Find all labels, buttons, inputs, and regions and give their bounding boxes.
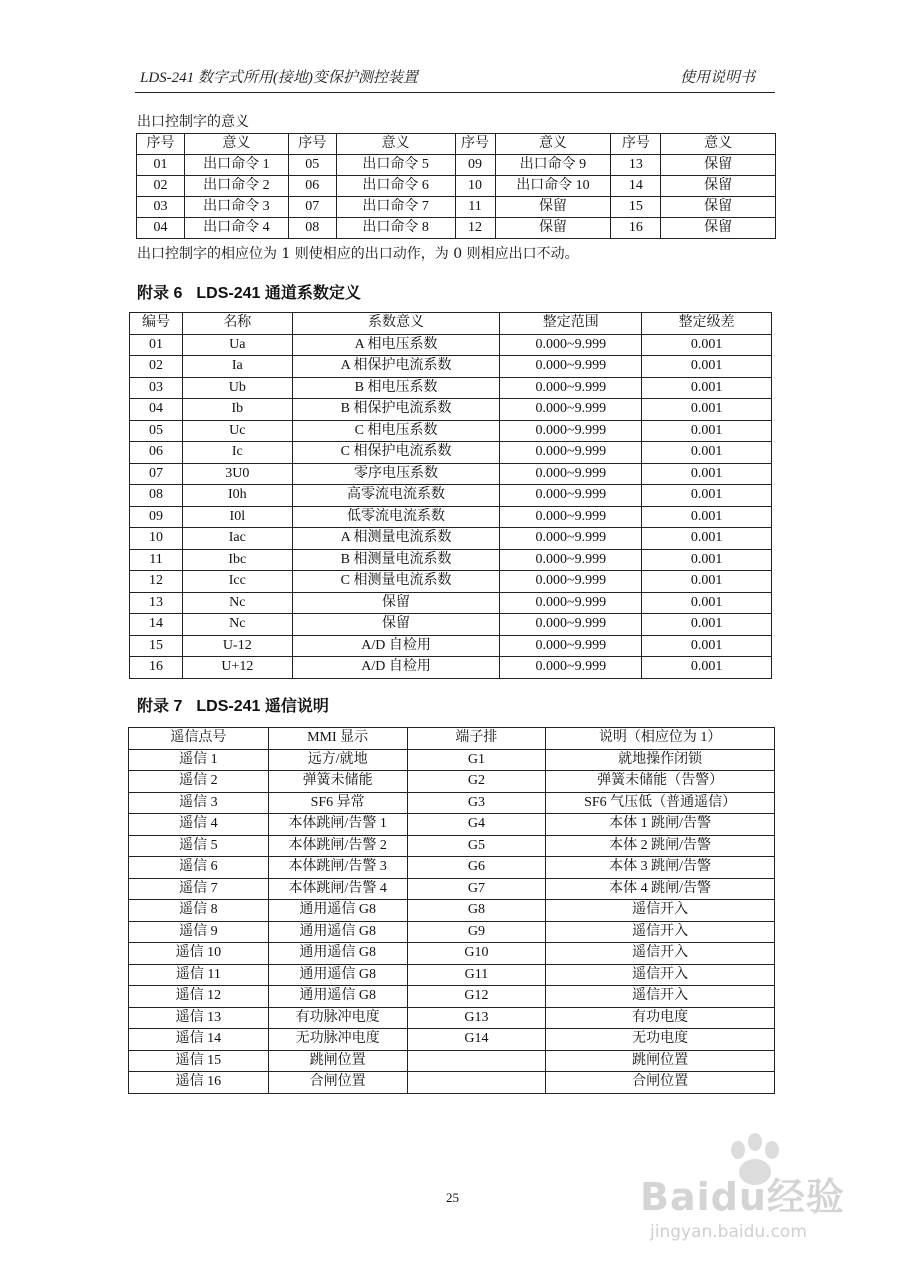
table-cell: 03: [130, 377, 183, 399]
table-cell: 遥信开入: [546, 921, 775, 943]
table-cell: Ub: [182, 377, 292, 399]
table-cell: 遥信开入: [546, 900, 775, 922]
table-cell: 0.000~9.999: [500, 399, 642, 421]
table-cell: 0.001: [642, 399, 772, 421]
table-cell: 15: [130, 635, 183, 657]
table-cell: 通用遥信 G8: [268, 921, 407, 943]
exit-control-body: [137, 155, 776, 239]
table-cell: 3U0: [182, 463, 292, 485]
table-cell: 15: [611, 197, 661, 218]
table-cell: 0.000~9.999: [500, 614, 642, 636]
table-cell: 遥信 13: [129, 1007, 269, 1029]
table-cell: C 相测量电流系数: [292, 571, 500, 593]
table-cell: 12: [130, 571, 183, 593]
table-cell: 合闸位置: [546, 1072, 775, 1094]
table-cell: 出口命令 10: [495, 176, 611, 197]
table-cell: Ua: [182, 334, 292, 356]
table-cell: 04: [137, 218, 185, 239]
table-row: [130, 635, 772, 657]
table-cell: 14: [611, 176, 661, 197]
table-cell: B 相电压系数: [292, 377, 500, 399]
appendix7-heading: [137, 693, 329, 716]
table-cell: 遥信 7: [129, 878, 269, 900]
table-cell: 遥信 1: [129, 749, 269, 771]
table-cell: 11: [130, 549, 183, 571]
table-row: [129, 771, 775, 793]
channel-body: [130, 334, 772, 678]
column-header: 系数意义: [292, 313, 500, 335]
table-cell: 遥信 5: [129, 835, 269, 857]
table-cell: 本体 4 跳闸/告警: [546, 878, 775, 900]
table-cell: 0.000~9.999: [500, 377, 642, 399]
table-cell: 无功电度: [546, 1029, 775, 1051]
table-cell: 0.001: [642, 485, 772, 507]
table-cell: G7: [407, 878, 546, 900]
table-row: [130, 334, 772, 356]
table-cell: I0l: [182, 506, 292, 528]
table-cell: C 相保护电流系数: [292, 442, 500, 464]
table-row: [130, 571, 772, 593]
watermark-url: jingyan.baidu.com: [650, 1222, 807, 1242]
column-header: 意义: [661, 134, 776, 155]
table-row: [137, 176, 776, 197]
table-row: [130, 485, 772, 507]
table-cell: 0.001: [642, 614, 772, 636]
table-row: [130, 399, 772, 421]
column-header: 意义: [336, 134, 455, 155]
table-cell: 遥信 12: [129, 986, 269, 1008]
table-cell: 0.001: [642, 334, 772, 356]
table-cell: 01: [137, 155, 185, 176]
table-cell: Uc: [182, 420, 292, 442]
appendix6-label: 附录 6: [137, 285, 183, 302]
table-cell: 低零流电流系数: [292, 506, 500, 528]
table-cell: 0.000~9.999: [500, 549, 642, 571]
column-header: 整定级差: [642, 313, 772, 335]
table-cell: 保留: [661, 197, 776, 218]
table-cell: 遥信 4: [129, 814, 269, 836]
table-row: [130, 657, 772, 679]
table-cell: 遥信 11: [129, 964, 269, 986]
channel-header-row: [130, 313, 772, 335]
channel-coefficient-table: [129, 312, 772, 679]
table-cell: G12: [407, 986, 546, 1008]
table-cell: 遥信开入: [546, 986, 775, 1008]
table-cell: 0.000~9.999: [500, 635, 642, 657]
table-cell: Ic: [182, 442, 292, 464]
table-cell: 06: [130, 442, 183, 464]
table-cell: 出口命令 8: [336, 218, 455, 239]
table-row: [130, 506, 772, 528]
table-cell: G3: [407, 792, 546, 814]
table-cell: G2: [407, 771, 546, 793]
table-cell: 04: [130, 399, 183, 421]
table-row: [137, 197, 776, 218]
table-cell: 05: [130, 420, 183, 442]
table-cell: 06: [288, 176, 336, 197]
table-row: [129, 878, 775, 900]
exit-control-note: 出口控制字的相应位为 1 则使相应的出口动作，为 0 则相应出口不动。: [137, 246, 579, 262]
table-cell: 0.000~9.999: [500, 334, 642, 356]
table-cell: 保留: [495, 218, 611, 239]
table-cell: 通用遥信 G8: [268, 943, 407, 965]
table-cell: 02: [130, 356, 183, 378]
table-row: [129, 943, 775, 965]
table-row: [130, 614, 772, 636]
table-cell: 0.001: [642, 463, 772, 485]
table-row: [129, 900, 775, 922]
table-cell: 遥信 6: [129, 857, 269, 879]
table-cell: 05: [288, 155, 336, 176]
table-cell: G9: [407, 921, 546, 943]
table-cell: 跳闸位置: [546, 1050, 775, 1072]
remote-signal-table: [128, 727, 775, 1094]
appendix6-heading: [137, 280, 361, 303]
table-row: [129, 749, 775, 771]
table-cell: 合闸位置: [268, 1072, 407, 1094]
table-cell: 出口命令 4: [184, 218, 288, 239]
exit-control-caption: 出口控制字的意义: [137, 114, 249, 130]
table-cell: Iac: [182, 528, 292, 550]
table-cell: G5: [407, 835, 546, 857]
table-cell: 16: [611, 218, 661, 239]
table-cell: [407, 1050, 546, 1072]
column-header: 序号: [455, 134, 495, 155]
table-cell: 0.001: [642, 377, 772, 399]
table-row: [129, 1050, 775, 1072]
table-cell: 0.000~9.999: [500, 356, 642, 378]
exit-control-table: [136, 133, 776, 239]
table-cell: 02: [137, 176, 185, 197]
table-cell: 遥信 9: [129, 921, 269, 943]
appendix6-title: LDS-241 通道系数定义: [196, 285, 361, 302]
remote-signal-header-row: [129, 728, 775, 750]
table-cell: 0.000~9.999: [500, 420, 642, 442]
table-cell: G6: [407, 857, 546, 879]
column-header: 序号: [288, 134, 336, 155]
table-cell: A/D 自检用: [292, 657, 500, 679]
table-cell: 07: [130, 463, 183, 485]
table-cell: 远方/就地: [268, 749, 407, 771]
table-cell: Ibc: [182, 549, 292, 571]
table-cell: 出口命令 5: [336, 155, 455, 176]
column-header: 序号: [137, 134, 185, 155]
table-cell: 零序电压系数: [292, 463, 500, 485]
table-cell: 0.000~9.999: [500, 485, 642, 507]
table-cell: 通用遥信 G8: [268, 964, 407, 986]
watermark: [640, 1160, 870, 1260]
header-rule: [135, 92, 775, 93]
table-cell: G10: [407, 943, 546, 965]
table-cell: 0.001: [642, 442, 772, 464]
appendix7-title: LDS-241 遥信说明: [196, 698, 329, 715]
table-cell: I0h: [182, 485, 292, 507]
table-cell: 保留: [661, 155, 776, 176]
table-row: [130, 592, 772, 614]
table-cell: 保留: [661, 176, 776, 197]
table-row: [129, 1072, 775, 1094]
page-number: 25: [446, 1190, 459, 1205]
table-cell: 本体 3 跳闸/告警: [546, 857, 775, 879]
column-header: 整定范围: [500, 313, 642, 335]
table-cell: 13: [130, 592, 183, 614]
table-row: [129, 1029, 775, 1051]
table-cell: 遥信 3: [129, 792, 269, 814]
table-cell: 07: [288, 197, 336, 218]
table-cell: 14: [130, 614, 183, 636]
table-cell: Icc: [182, 571, 292, 593]
table-cell: 无功脉冲电度: [268, 1029, 407, 1051]
table-cell: 遥信 15: [129, 1050, 269, 1072]
table-cell: 0.000~9.999: [500, 592, 642, 614]
table-cell: B 相保护电流系数: [292, 399, 500, 421]
column-header: 序号: [611, 134, 661, 155]
table-cell: 出口命令 1: [184, 155, 288, 176]
table-cell: 遥信开入: [546, 964, 775, 986]
table-cell: 遥信 2: [129, 771, 269, 793]
column-header: 端子排: [407, 728, 546, 750]
table-row: [129, 964, 775, 986]
table-cell: 跳闸位置: [268, 1050, 407, 1072]
table-cell: G13: [407, 1007, 546, 1029]
table-cell: C 相电压系数: [292, 420, 500, 442]
table-cell: 遥信 8: [129, 900, 269, 922]
column-header: 意义: [184, 134, 288, 155]
table-cell: 16: [130, 657, 183, 679]
table-row: [129, 1007, 775, 1029]
table-cell: Nc: [182, 614, 292, 636]
table-cell: 出口命令 9: [495, 155, 611, 176]
table-cell: 08: [130, 485, 183, 507]
table-cell: 0.000~9.999: [500, 657, 642, 679]
table-cell: A 相保护电流系数: [292, 356, 500, 378]
table-cell: 出口命令 3: [184, 197, 288, 218]
column-header: 说明（相应位为 1）: [546, 728, 775, 750]
table-cell: 出口命令 2: [184, 176, 288, 197]
table-cell: 0.001: [642, 528, 772, 550]
table-cell: G11: [407, 964, 546, 986]
table-cell: 有功脉冲电度: [268, 1007, 407, 1029]
table-cell: 0.000~9.999: [500, 528, 642, 550]
table-cell: G14: [407, 1029, 546, 1051]
table-cell: 本体 1 跳闸/告警: [546, 814, 775, 836]
table-cell: 遥信 10: [129, 943, 269, 965]
table-cell: 01: [130, 334, 183, 356]
table-cell: 出口命令 6: [336, 176, 455, 197]
table-cell: 保留: [292, 614, 500, 636]
table-cell: A 相测量电流系数: [292, 528, 500, 550]
table-cell: 遥信开入: [546, 943, 775, 965]
table-cell: 保留: [292, 592, 500, 614]
table-cell: 0.000~9.999: [500, 463, 642, 485]
table-cell: 通用遥信 G8: [268, 986, 407, 1008]
table-cell: Ib: [182, 399, 292, 421]
table-cell: Ia: [182, 356, 292, 378]
table-cell: 本体跳闸/告警 3: [268, 857, 407, 879]
table-row: [129, 857, 775, 879]
table-cell: 0.000~9.999: [500, 571, 642, 593]
table-cell: U+12: [182, 657, 292, 679]
table-row: [129, 814, 775, 836]
table-cell: 0.001: [642, 635, 772, 657]
table-cell: 0.000~9.999: [500, 442, 642, 464]
table-cell: 遥信 14: [129, 1029, 269, 1051]
table-cell: 保留: [495, 197, 611, 218]
table-cell: G8: [407, 900, 546, 922]
table-row: [137, 218, 776, 239]
table-cell: G1: [407, 749, 546, 771]
table-cell: 就地操作闭锁: [546, 749, 775, 771]
table-row: [129, 835, 775, 857]
table-cell: B 相测量电流系数: [292, 549, 500, 571]
table-cell: SF6 异常: [268, 792, 407, 814]
watermark-logo: Baidu经验: [640, 1175, 845, 1219]
table-cell: A/D 自检用: [292, 635, 500, 657]
document-title: LDS-241 数字式所用(接地)变保护测控装置: [140, 70, 418, 86]
table-cell: 有功电度: [546, 1007, 775, 1029]
table-row: [130, 356, 772, 378]
appendix7-label: 附录 7: [137, 698, 183, 715]
table-cell: 高零流电流系数: [292, 485, 500, 507]
exit-control-header-row: [137, 134, 776, 155]
table-row: [130, 463, 772, 485]
table-cell: 保留: [661, 218, 776, 239]
column-header: 名称: [182, 313, 292, 335]
remote-signal-body: [129, 749, 775, 1093]
table-cell: 出口命令 7: [336, 197, 455, 218]
column-header: MMI 显示: [268, 728, 407, 750]
table-cell: 0.001: [642, 356, 772, 378]
column-header: 编号: [130, 313, 183, 335]
table-cell: 03: [137, 197, 185, 218]
table-cell: A 相电压系数: [292, 334, 500, 356]
table-cell: 0.001: [642, 420, 772, 442]
table-cell: 10: [130, 528, 183, 550]
table-cell: 通用遥信 G8: [268, 900, 407, 922]
table-cell: 弹簧未储能（告警）: [546, 771, 775, 793]
table-row: [130, 528, 772, 550]
table-cell: 本体跳闸/告警 1: [268, 814, 407, 836]
column-header: 意义: [495, 134, 611, 155]
table-cell: 0.001: [642, 592, 772, 614]
table-row: [130, 377, 772, 399]
table-cell: 0.001: [642, 657, 772, 679]
table-row: [129, 986, 775, 1008]
table-cell: 08: [288, 218, 336, 239]
table-cell: 0.001: [642, 549, 772, 571]
table-cell: 10: [455, 176, 495, 197]
table-cell: U-12: [182, 635, 292, 657]
table-cell: 本体跳闸/告警 4: [268, 878, 407, 900]
table-cell: 12: [455, 218, 495, 239]
table-cell: 遥信 16: [129, 1072, 269, 1094]
table-row: [130, 549, 772, 571]
table-cell: 0.000~9.999: [500, 506, 642, 528]
table-row: [137, 155, 776, 176]
table-cell: 本体 2 跳闸/告警: [546, 835, 775, 857]
table-cell: 本体跳闸/告警 2: [268, 835, 407, 857]
table-cell: 13: [611, 155, 661, 176]
table-cell: SF6 气压低（普通遥信）: [546, 792, 775, 814]
table-cell: [407, 1072, 546, 1094]
table-cell: 0.001: [642, 571, 772, 593]
table-row: [130, 420, 772, 442]
table-cell: G4: [407, 814, 546, 836]
table-row: [129, 921, 775, 943]
table-row: [130, 442, 772, 464]
table-cell: 0.001: [642, 506, 772, 528]
table-cell: 弹簧未储能: [268, 771, 407, 793]
table-cell: 09: [455, 155, 495, 176]
table-cell: 09: [130, 506, 183, 528]
table-row: [129, 792, 775, 814]
table-cell: 11: [455, 197, 495, 218]
document-type: 使用说明书: [679, 70, 755, 86]
column-header: 遥信点号: [129, 728, 269, 750]
table-cell: Nc: [182, 592, 292, 614]
